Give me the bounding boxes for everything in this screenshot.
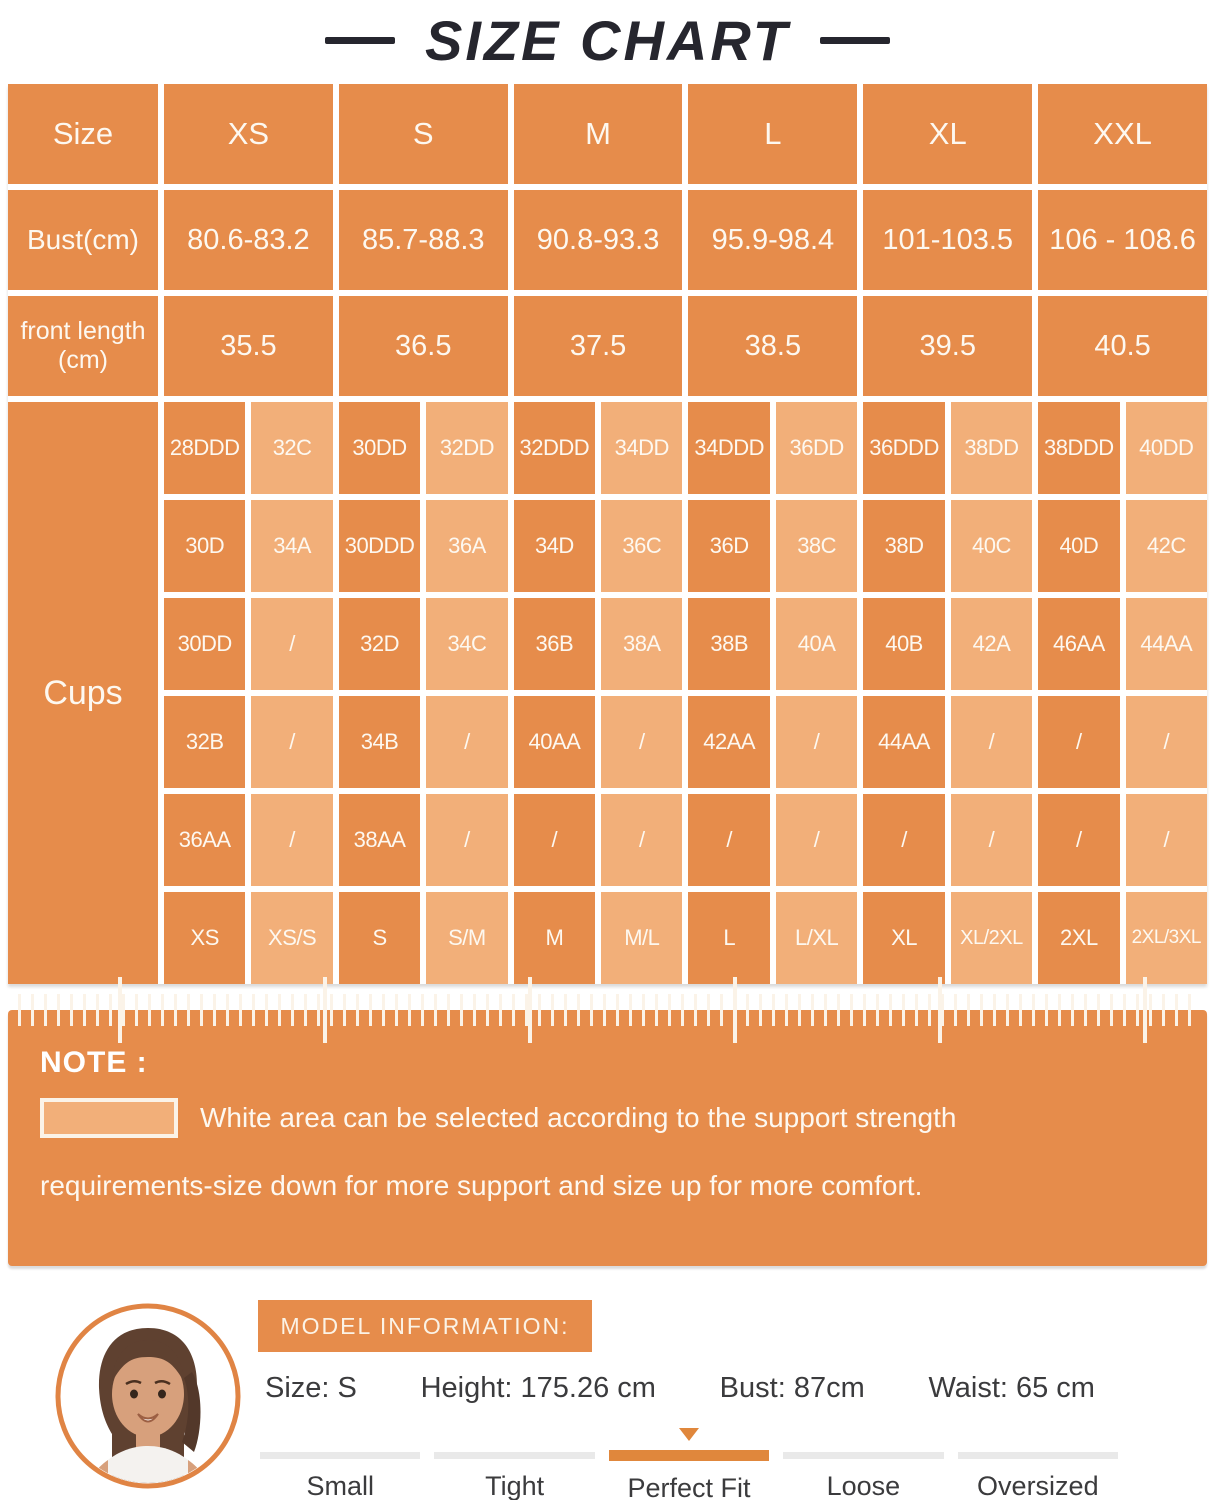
cup-cell: / — [426, 696, 507, 788]
cup-cell: 36AA — [164, 794, 245, 886]
bust-value-cell: 106 - 108.6 — [1038, 190, 1207, 290]
size-column-l: L — [688, 84, 857, 184]
cup-cell: 36D — [688, 500, 769, 592]
cup-cell: 40AA — [514, 696, 595, 788]
cup-cell: / — [1038, 794, 1119, 886]
size-column-xxl: XXL — [1038, 84, 1207, 184]
cup-cell: XS — [164, 892, 245, 984]
bust-value-cell: 85.7-88.3 — [339, 190, 508, 290]
fit-option-small — [260, 1426, 420, 1500]
page-title-row — [0, 6, 1215, 74]
cup-cell: 30D — [164, 500, 245, 592]
cup-cell: / — [776, 696, 857, 788]
cup-cell: 38B — [688, 598, 769, 690]
fit-bar — [958, 1452, 1118, 1459]
front-length-value-cell: 36.5 — [339, 296, 508, 396]
model-information-header: MODEL INFORMATION: — [258, 1300, 592, 1352]
fit-option-label: Tight — [485, 1471, 545, 1500]
page-title: SIZE CHART — [425, 8, 790, 72]
cup-cell: 32DDD — [514, 402, 595, 494]
cup-cell: 32C — [251, 402, 332, 494]
cup-cell: 34DDD — [688, 402, 769, 494]
front-length-row-label: front length (cm) — [8, 296, 158, 396]
cup-cell: / — [514, 794, 595, 886]
cup-cell: 44AA — [863, 696, 944, 788]
bust-value-cell: 90.8-93.3 — [514, 190, 683, 290]
cup-cell: S/M — [426, 892, 507, 984]
bust-value-cell: 80.6-83.2 — [164, 190, 333, 290]
size-column-m: M — [514, 84, 683, 184]
cup-cell: 40C — [951, 500, 1032, 592]
cup-cell: / — [1038, 696, 1119, 788]
cup-cell: 32D — [339, 598, 420, 690]
cup-cell: 40D — [1038, 500, 1119, 592]
cup-cell: 38AA — [339, 794, 420, 886]
cup-cell: 2XL/3XL — [1126, 892, 1207, 984]
light-orange-swatch-icon — [40, 1098, 178, 1138]
cup-cell: 36DDD — [863, 402, 944, 494]
note-label: NOTE : — [40, 1046, 148, 1079]
cup-cell: 38D — [863, 500, 944, 592]
cup-cell: / — [426, 794, 507, 886]
cup-cell: / — [251, 598, 332, 690]
cup-cell: 36C — [601, 500, 682, 592]
cup-cell: 38C — [776, 500, 857, 592]
fit-option-label: Perfect Fit — [627, 1473, 751, 1500]
cup-cell: XL/2XL — [951, 892, 1032, 984]
front-length-value-cell: 37.5 — [514, 296, 683, 396]
note-line-1 — [40, 1098, 956, 1138]
bust-row-label: Bust(cm) — [8, 190, 158, 290]
cup-cell: 38DD — [951, 402, 1032, 494]
cup-cell: 34B — [339, 696, 420, 788]
cup-cell: 40B — [863, 598, 944, 690]
cup-cell: / — [1126, 794, 1207, 886]
cup-cell: / — [951, 696, 1032, 788]
size-column-xs: XS — [164, 84, 333, 184]
cup-cell: 30DDD — [339, 500, 420, 592]
cup-cell: XL — [863, 892, 944, 984]
model-stat: Waist: 65 cm — [928, 1372, 1095, 1404]
note-text-line2: requirements-size down for more support and size up for more comfort. — [40, 1170, 923, 1201]
note-text-line1: White area can be selected according to the support strength — [200, 1102, 957, 1133]
cup-cell: / — [776, 794, 857, 886]
cup-cell: 34C — [426, 598, 507, 690]
fit-option-tight — [434, 1426, 594, 1500]
cup-cell: 34DD — [601, 402, 682, 494]
note-panel — [8, 1010, 1207, 1266]
cup-cell: / — [688, 794, 769, 886]
fit-option-label: Oversized — [977, 1471, 1099, 1500]
cup-cell: 38A — [601, 598, 682, 690]
selected-fit-marker-icon — [679, 1428, 699, 1441]
size-header-cell: Size — [8, 84, 158, 184]
cup-cell: 32DD — [426, 402, 507, 494]
bust-value-cell: 95.9-98.4 — [688, 190, 857, 290]
fit-bar — [260, 1452, 420, 1459]
title-dash-right — [820, 37, 890, 44]
fit-scale — [260, 1426, 1118, 1500]
cup-cell: 42C — [1126, 500, 1207, 592]
cup-cell: / — [251, 696, 332, 788]
cup-cell: 36DD — [776, 402, 857, 494]
fit-option-label: Loose — [826, 1471, 901, 1500]
cup-cell: / — [863, 794, 944, 886]
fit-option-label: Small — [306, 1471, 374, 1500]
cup-cell: M/L — [601, 892, 682, 984]
cup-cell: / — [601, 794, 682, 886]
cup-cell: 44AA — [1126, 598, 1207, 690]
cup-cell: 2XL — [1038, 892, 1119, 984]
model-stats-row — [265, 1372, 1095, 1405]
cup-cell: 42AA — [688, 696, 769, 788]
cup-cell: 30DD — [164, 598, 245, 690]
cup-cell: 28DDD — [164, 402, 245, 494]
bust-value-cell: 101-103.5 — [863, 190, 1032, 290]
cup-cell: / — [601, 696, 682, 788]
front-length-value-cell: 35.5 — [164, 296, 333, 396]
size-column-xl: XL — [863, 84, 1032, 184]
cup-cell: 46AA — [1038, 598, 1119, 690]
cup-cell: 36B — [514, 598, 595, 690]
cup-cell: M — [514, 892, 595, 984]
model-stat: Size: S — [265, 1372, 357, 1404]
cup-cell: 40A — [776, 598, 857, 690]
model-stat: Height: 175.26 cm — [420, 1372, 656, 1404]
cup-cell: S — [339, 892, 420, 984]
title-dash-left — [325, 37, 395, 44]
cup-cell: 34D — [514, 500, 595, 592]
fit-bar — [783, 1452, 943, 1459]
cup-cell: 34A — [251, 500, 332, 592]
fit-bar — [609, 1450, 769, 1461]
cup-cell: 30DD — [339, 402, 420, 494]
cups-row-label: Cups — [8, 402, 158, 984]
cup-cell: 42A — [951, 598, 1032, 690]
front-length-value-cell: 39.5 — [863, 296, 1032, 396]
cup-cell: 32B — [164, 696, 245, 788]
cup-cell: 36A — [426, 500, 507, 592]
cup-cell: XS/S — [251, 892, 332, 984]
model-photo — [54, 1302, 242, 1490]
size-column-s: S — [339, 84, 508, 184]
front-length-value-cell: 38.5 — [688, 296, 857, 396]
cup-cell: L — [688, 892, 769, 984]
cup-cell: L/XL — [776, 892, 857, 984]
model-stat: Bust: 87cm — [719, 1372, 865, 1404]
fit-option-oversized — [958, 1426, 1118, 1500]
fit-bar — [434, 1452, 594, 1459]
cup-cell: / — [251, 794, 332, 886]
cup-cell: / — [1126, 696, 1207, 788]
size-chart-table — [8, 84, 1207, 984]
front-length-value-cell: 40.5 — [1038, 296, 1207, 396]
fit-option-perfect-fit — [609, 1426, 769, 1500]
fit-option-loose — [783, 1426, 943, 1500]
cup-cell: / — [951, 794, 1032, 886]
cup-cell: 40DD — [1126, 402, 1207, 494]
cup-cell: 38DDD — [1038, 402, 1119, 494]
